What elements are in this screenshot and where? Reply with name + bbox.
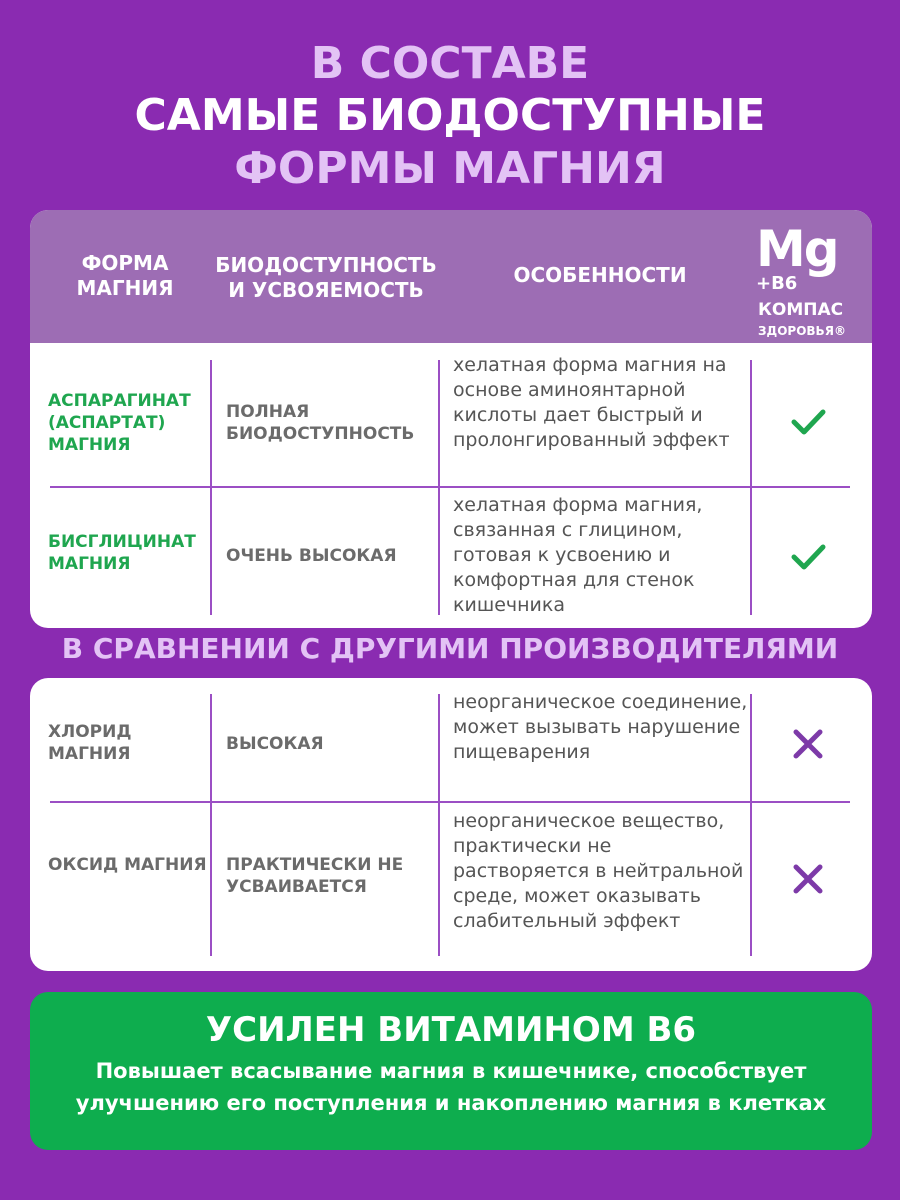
our-forms-table bbox=[30, 210, 872, 628]
row-bio: ОЧЕНЬ ВЫСОКАЯ bbox=[226, 546, 397, 566]
cross-icon bbox=[788, 724, 828, 764]
column-divider bbox=[438, 694, 440, 956]
column-divider bbox=[750, 360, 752, 615]
column-divider bbox=[750, 694, 752, 956]
table-header bbox=[30, 210, 872, 343]
check-icon bbox=[788, 401, 828, 441]
logo-mg: Mg bbox=[756, 220, 838, 278]
brand-logo bbox=[752, 220, 872, 340]
row-features: хелатная форма магния на основе аминоянтарной кислоты дает быстрый и пролонгированный эффект bbox=[453, 354, 730, 451]
cross-icon bbox=[788, 859, 828, 899]
header-features: ОСОБЕННОСТИ bbox=[513, 263, 687, 287]
logo-name: КОМПАС bbox=[758, 300, 844, 320]
row-form: ХЛОРИД МАГНИЯ bbox=[48, 722, 132, 764]
row-bio: ПОЛНАЯ БИОДОСТУПНОСТЬ bbox=[226, 402, 415, 444]
column-divider bbox=[210, 360, 212, 615]
column-divider bbox=[438, 360, 440, 615]
column-divider bbox=[210, 694, 212, 956]
others-table bbox=[30, 678, 872, 971]
row-form: АСПАРАГИНАТ (АСПАРТАТ) МАГНИЯ bbox=[48, 391, 191, 455]
headline-line-1: В СОСТАВЕ bbox=[310, 38, 590, 89]
row-bio: ПРАКТИЧЕСКИ НЕ УСВАИВАЕТСЯ bbox=[226, 855, 404, 897]
table-row bbox=[30, 343, 872, 486]
vitamin-text: Повышает всасывание магния в кишечнике, способствует улучшению его поступления и накоплению магния в клетках bbox=[75, 1059, 827, 1115]
row-features: хелатная форма магния, связанная с глицином, готовая к усвоению и комфортная для стенок кишечника bbox=[453, 494, 703, 616]
logo-sub: ЗДОРОВЬЯ® bbox=[758, 324, 846, 338]
headline-line-2: САМЫЕ БИОДОСТУПНЫЕ bbox=[134, 90, 766, 141]
table-row bbox=[30, 803, 872, 971]
row-features: неорганическое вещество, практически не растворяется в нейтральной среде, может оказывать слабительный эффект bbox=[453, 810, 744, 932]
table-row bbox=[30, 678, 872, 802]
table-row bbox=[30, 488, 872, 628]
check-icon bbox=[788, 536, 828, 576]
header-form: ФОРМА МАГНИЯ bbox=[76, 251, 174, 300]
vitamin-b6-card bbox=[30, 992, 872, 1150]
header-bioavailability: БИОДОСТУПНОСТЬ И УСВОЯЕМОСТЬ bbox=[215, 253, 437, 302]
row-features: неорганическое соединение, может вызывать нарушение пищеварения bbox=[453, 691, 748, 763]
row-bio: ВЫСОКАЯ bbox=[226, 734, 324, 754]
headline-line-3: ФОРМЫ МАГНИЯ bbox=[234, 143, 666, 194]
logo-b6: +B6 bbox=[756, 273, 798, 294]
compare-title: В СРАВНЕНИИ С ДРУГИМИ ПРОИЗВОДИТЕЛЯМИ bbox=[61, 632, 839, 665]
row-form: ОКСИД МАГНИЯ bbox=[48, 855, 207, 875]
row-form: БИСГЛИЦИНАТ МАГНИЯ bbox=[48, 532, 196, 574]
vitamin-title: УСИЛЕН ВИТАМИНОМ В6 bbox=[205, 1010, 697, 1050]
